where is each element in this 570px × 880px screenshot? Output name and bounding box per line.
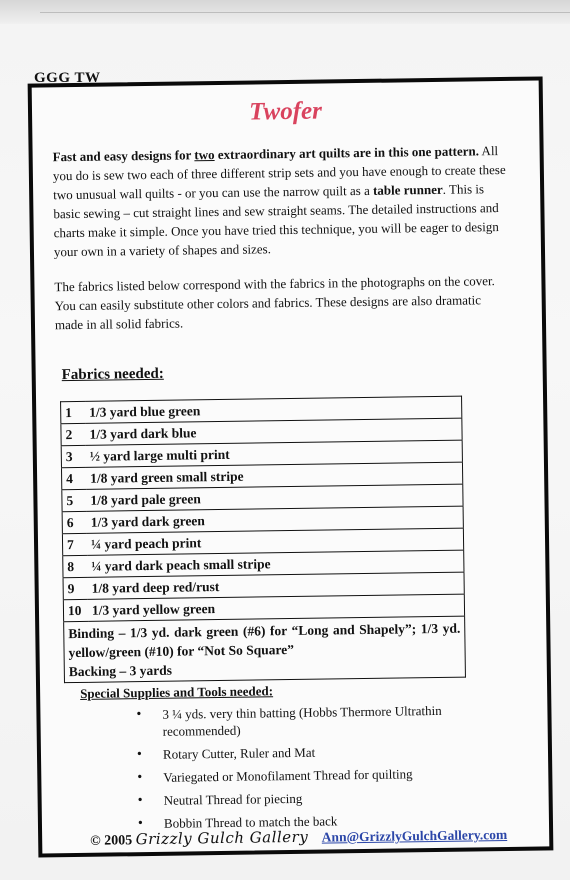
fabric-description: ½ yard large multi print [86,440,463,467]
fabric-description: 1/8 yard pale green [86,484,463,511]
fabrics-table [60,396,466,684]
intro-body-b: . This is basic sewing – cut straight lines and sew straight seams. The detailed instructions and charts make it simple. Once you have tried this technique, you will be eager to design your own in a variety of shapes and sizes. [53,181,499,260]
fabric-description: 1/3 yard yellow green [88,594,465,621]
copyright: © 2005 [90,833,133,849]
fabric-number: 8 [63,555,88,577]
pattern-title: Twofer [249,97,323,126]
supplies-list [136,702,468,839]
binding-note: Binding – 1/3 yd. dark green (#6) for “Long and Shapely”; 1/3 yd. yellow/green (#10) for “Not So Square” [68,620,461,661]
fabric-number: 2 [61,423,86,445]
supply-item: • Neutral Thread for piecing [138,788,468,810]
pattern-code: GGG TW [34,70,101,86]
fabric-description: ¼ yard dark peach small stripe [87,550,464,577]
fabrics-heading: Fabrics needed: [61,365,164,384]
fabric-description: 1/3 yard blue green [85,396,462,423]
fabric-number: 10 [63,599,88,621]
gallery-name: Grizzly Gulch Gallery [135,827,309,849]
binding-backing-cell [64,616,466,683]
intro-paragraph [53,141,510,261]
supply-item: • Bobbin Thread to match the back [138,811,468,833]
intro-lead-b: extraordinary art quilts are in this one pattern. [214,143,480,163]
supply-item: • Variegated or Monofilament Thread for quilting [137,765,467,787]
supplies-heading: Special Supplies and Tools needed: [80,683,274,701]
fabric-description: 1/8 yard green small stripe [86,462,463,489]
fabric-number: 5 [62,489,87,511]
supply-item: • Rotary Cutter, Ruler and Mat [137,742,467,764]
intro-lead-a: Fast and easy designs for [52,147,195,165]
supply-item: • 3 ¼ yds. very thin batting (Hobbs Thermore Ultrathin recommended) [136,702,466,741]
fabric-number: 7 [62,533,87,555]
fabric-number: 1 [61,401,86,423]
backing-note: Backing – 3 yards [68,662,173,680]
pattern-frame [28,76,554,857]
fabric-description: 1/3 yard dark green [87,506,464,533]
fabric-description: 1/3 yard dark blue [85,418,462,445]
email-link[interactable]: Ann@GrizzlyGulchGallery.com [321,827,508,845]
fabric-description: 1/8 yard deep red/rust [88,572,465,599]
fabric-note-paragraph: The fabrics listed below correspond with the fabrics in the photographs on the cover. You can easily substitute other colors and fabrics. These designs are also dramatic made in all solid fabrics. [54,273,495,333]
intro-body-a: All you do is sew two each of three different strip sets and you have enough to create these two unusual wall quilts - or you can use the narrow quilt as a [52,143,506,203]
fabric-number: 6 [62,511,87,533]
fabric-number: 9 [63,577,88,599]
binding-backing-row [64,616,466,683]
fabric-number: 4 [61,467,86,489]
fabric-number: 3 [61,445,86,467]
scanner-edge [0,0,570,24]
intro-table-runner: table runner [372,181,443,198]
intro-lead-two: two [194,147,215,163]
fabric-description: ¼ yard peach print [87,528,464,555]
